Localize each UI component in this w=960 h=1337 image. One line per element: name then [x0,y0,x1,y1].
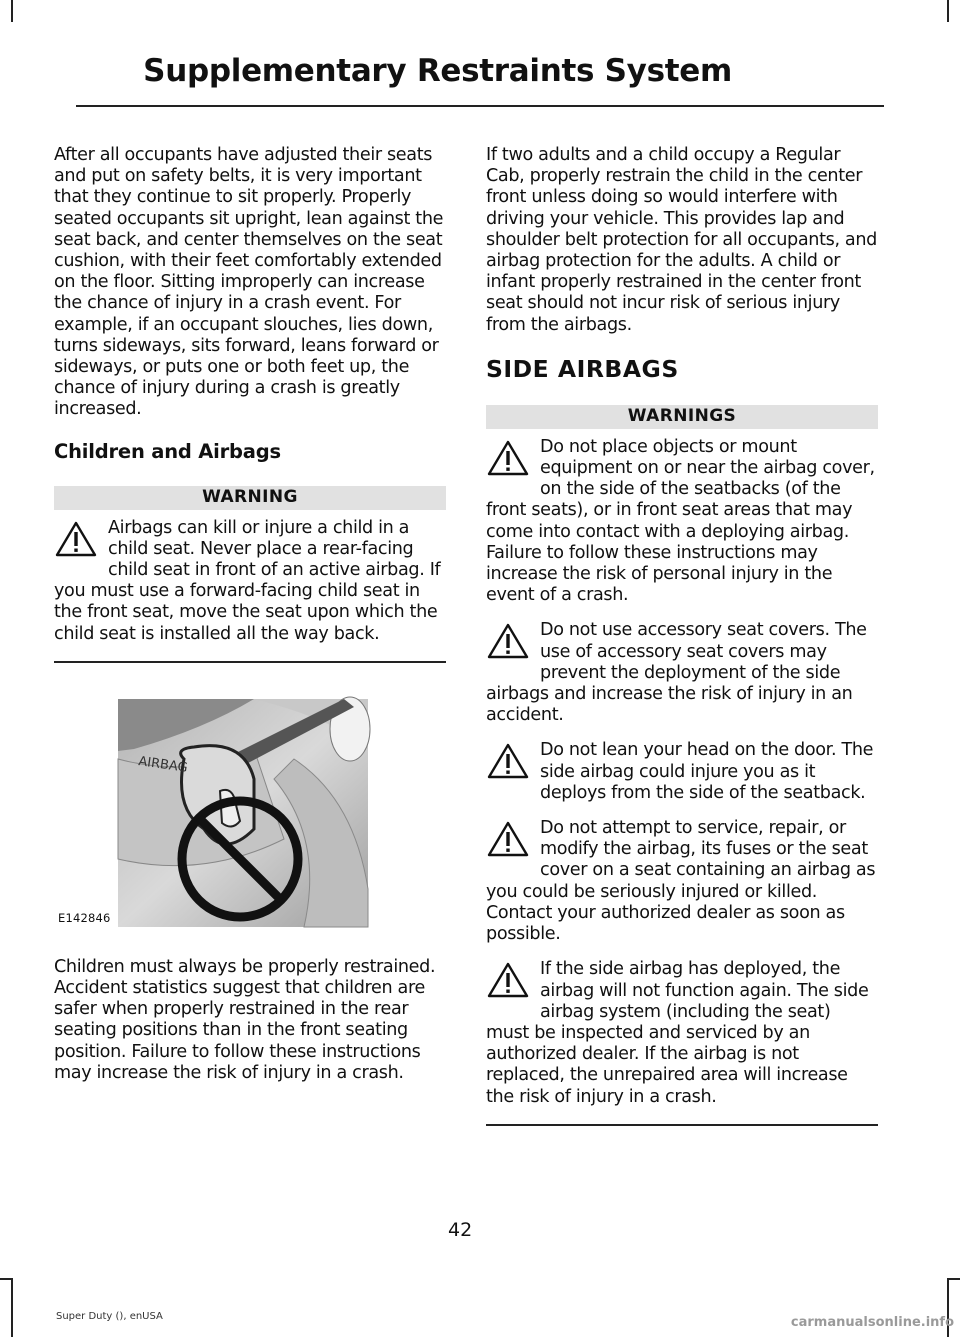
warnings-heading: WARNINGS [486,405,878,429]
warning-text: Do not use accessory seat covers. The use of accessory seat covers may prevent the deployment of the side airbags and increase the risk of injury in an accident. [486,620,867,726]
warning-triangle-icon [486,622,530,660]
child-seat-prohibited-illustration [54,689,446,935]
warning-heading: WARNING [54,486,446,510]
crop-mark-bottom-right-h [948,1278,960,1280]
watermark: carmanualsonline.info [790,1315,954,1330]
warning-end-rule [54,661,446,663]
crop-mark-bottom-left [11,1278,13,1337]
children-body-paragraph: Children must always be properly restrained. Accident statistics suggest that children are safer when properly restrained in the rear seating positions than in the front seating position. Failure to follow these instructions may increase the risk of injury in a crash. [54,956,436,1083]
warning-text: Do not attempt to service, repair, or modify the airbag, its fuses or the seat cover on a seat containing an airbag as you could be seriously injured or killed. Contact your authorized dealer as soon as possible. [486,818,876,945]
warning-item-4 [486,818,878,945]
title-divider [76,105,884,107]
warning-item-5 [486,959,878,1125]
crop-mark-bottom-left-h [0,1278,12,1280]
page-title: Supplementary Restraints System [143,53,732,89]
warning-triangle-icon [486,742,530,780]
warning-text: Do not lean your head on the door. The side airbag could injure you as it deploys from the side of the seatback. [540,740,874,803]
warning-item-3 [486,740,878,804]
left-column [54,145,446,1084]
subheading-children-airbags: Children and Airbags [54,439,281,463]
crop-mark-top-left [11,0,13,22]
warning-block [54,518,446,663]
figure-airbag-text: AIRBAG [137,753,189,776]
right-intro-paragraph: If two adults and a child occupy a Regular Cab, properly restrain the child in the center front unless doing so would interfere with driving your vehicle. This provides lap and shoulder belt protection for all occupants, and airbag protection for the adults. A child or infant properly restrained in the center front seat should not incur risk of serious injury from the airbags. [486,145,877,335]
warning-item-1 [486,437,878,607]
warning-item-2 [486,620,878,726]
warning-triangle-icon [54,520,98,558]
warning-text: If the side airbag has deployed, the airbag will not function again. The side airbag system (including the seat) must be inspected and serviced by an authorized dealer. If the airbag is not replaced, the unrepaired area will increase the risk of injury in a crash. [486,959,869,1107]
warnings-end-rule [486,1124,878,1126]
warning-text: Do not place objects or mount equipment on or near the airbag cover, on the side of the seatbacks (of the front seats), or in front seat areas that may come into contact with a deploying airbag. Failure to follow these instructions may increase the risk of personal injury in the event of a crash. [486,436,875,606]
warning-triangle-icon [486,439,530,477]
intro-paragraph: After all occupants have adjusted their seats and put on safety belts, it is very important that they continue to sit properly. Properly seated occupants sit upright, lean against the seat back, and center themselves on the seat cushion, with their feet comfortably extended on the floor. Sitting improperly can increase the chance of injury in a crash event. For example, if an occupant slouches, lies down, turns sideways, sits forward, leans forward or sideways, or puts one or both feet up, the chance of injury during a crash is greatly increased. [54,145,444,420]
warning-triangle-icon [486,820,530,858]
footer-text: Super Duty (), enUSA [56,1311,163,1322]
crop-mark-top-right [947,0,949,22]
warning-text: Airbags can kill or injure a child in a child seat. Never place a rear-facing child seat in front of an active airbag. If you must use a forward-facing child seat in the front seat, move the seat upon which the child seat is installed all the way back. [54,517,441,644]
page-number: 42 [448,1219,473,1241]
child-seat-airbag-figure [54,689,446,935]
figure-label: E142846 [58,910,111,925]
section-heading-side-airbags: SIDE AIRBAGS [486,354,679,383]
warning-triangle-icon [486,961,530,999]
right-column [486,145,878,1140]
